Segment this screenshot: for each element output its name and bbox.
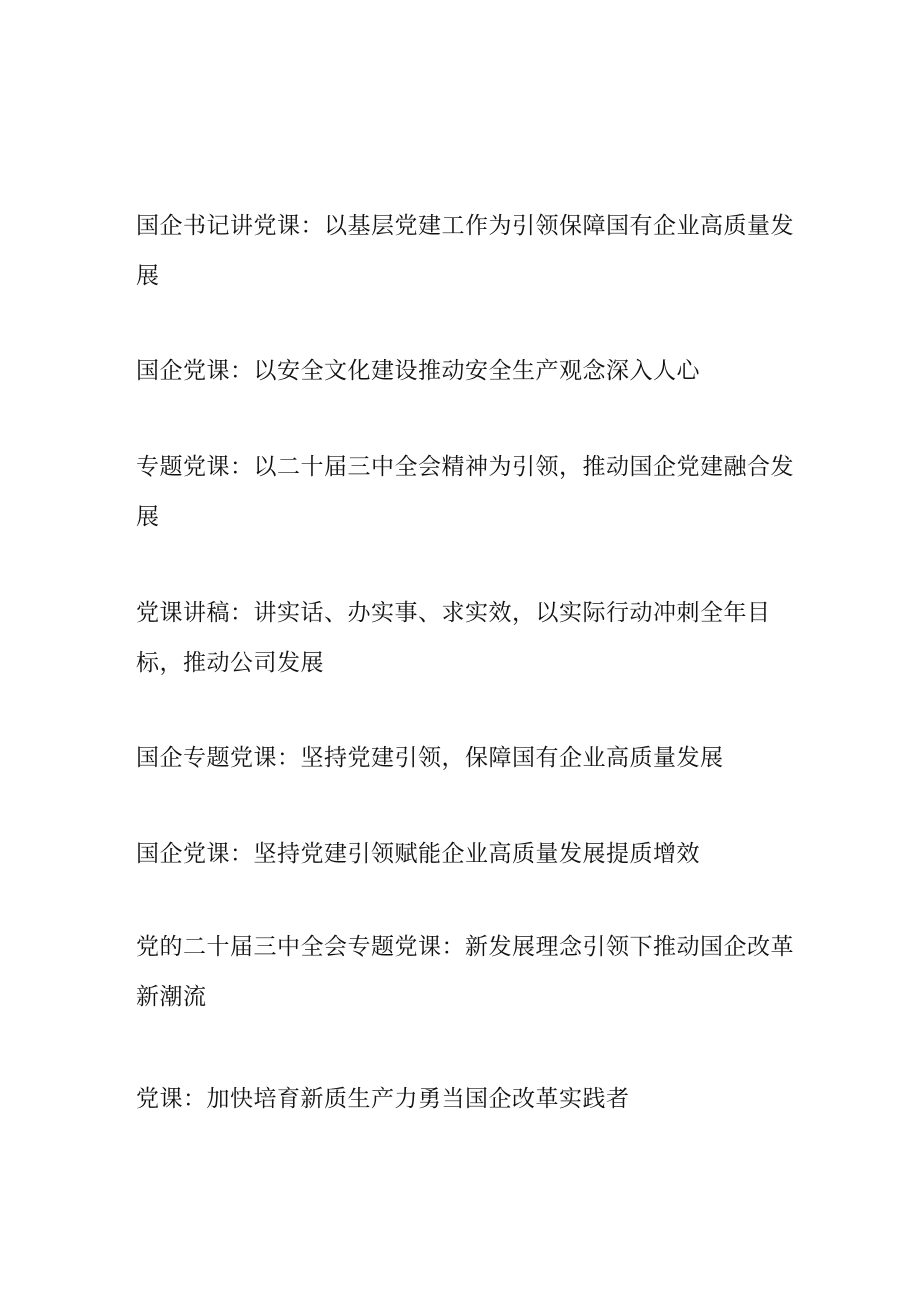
title-entry-4: 党课讲稿：讲实话、办实事、求实效，以实际行动冲刺全年目标，推动公司发展 [136, 600, 771, 676]
title-entry-7: 党的二十届三中全会专题党课：新发展理念引领下推动国企改革新潮流 [136, 934, 794, 1010]
title-entry-2: 国企党课：以安全文化建设推动安全生产观念深入人心 [136, 358, 700, 384]
title-entry-8: 党课：加快培育新质生产力勇当国企改革实践者 [136, 1086, 630, 1112]
title-entry-1: 国企书记讲党课：以基层党建工作为引领保障国有企业高质量发展 [136, 213, 794, 289]
title-entry-5: 国企专题党课：坚持党建引领，保障国有企业高质量发展 [136, 745, 724, 771]
title-entry-3: 专题党课：以二十届三中全会精神为引领，推动国企党建融合发展 [136, 454, 794, 530]
title-entry-6: 国企党课：坚持党建引领赋能企业高质量发展提质增效 [136, 841, 700, 867]
